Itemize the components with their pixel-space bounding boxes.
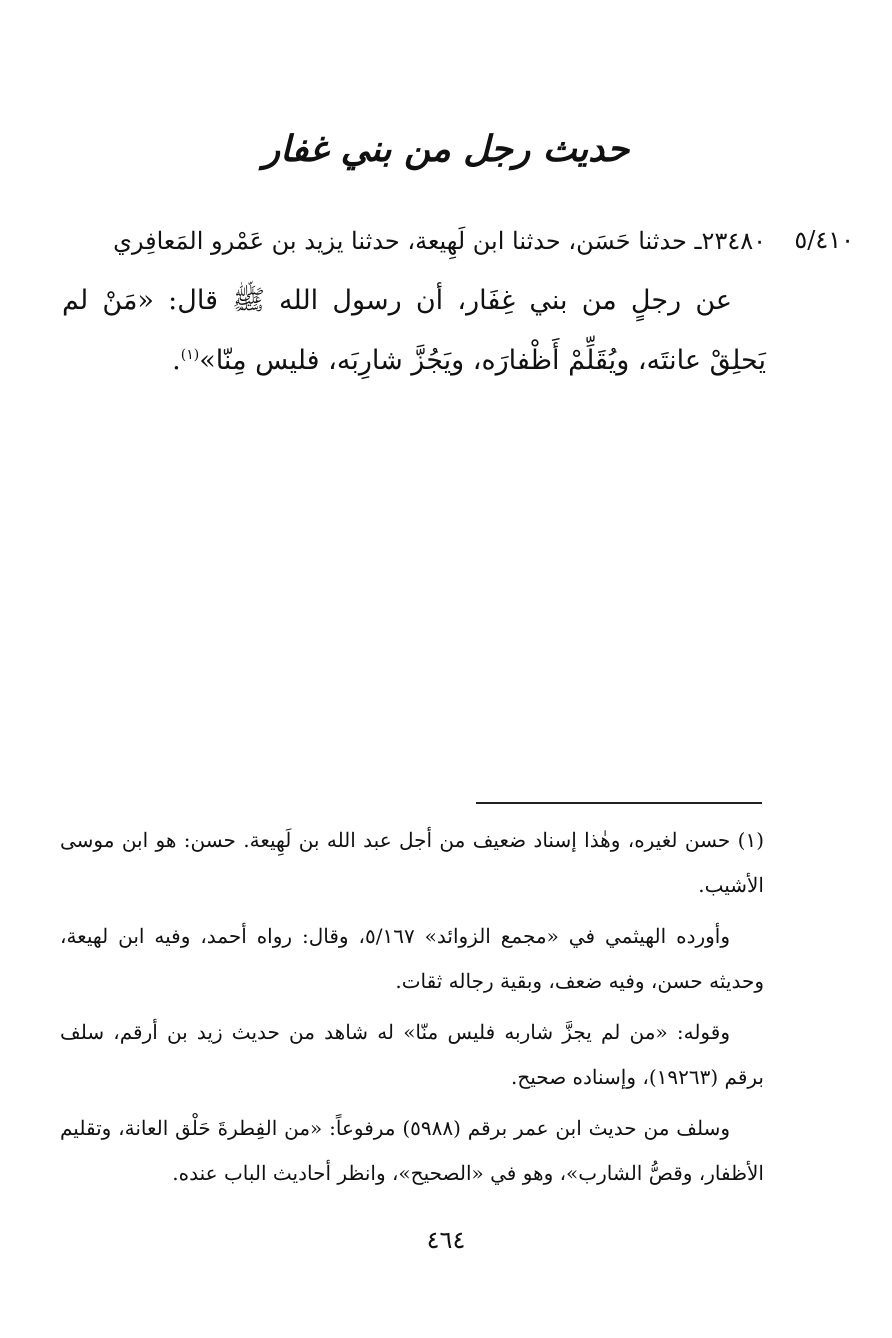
page-number: ٤٦٤ xyxy=(426,1226,466,1254)
footnote-paragraph: وأورده الهيثمي في «مجمع الزوائد» ٥/١٦٧، وقال: رواه أحمد، وفيه ابن لهيعة، وحديثه حسن، وفيه ضعف، وبقية رجاله ثقات. xyxy=(60,924,764,993)
footnotes xyxy=(60,818,764,1202)
matn-end: . xyxy=(172,345,181,376)
footnote-paragraph: وسلف من حديث ابن عمر برقم (٥٩٨٨) مرفوعاً: «من الفِطرةَ حَلْق العانة، وتقليم الأظفار، وقصُّ الشارب»، وهو في «الصحيح»، وانظر أحاديث الباب عنده. xyxy=(60,1116,764,1185)
isnad-text: ـ حدثنا حَسَن، حدثنا ابن لَهِيعة، حدثنا يزيد بن عَمْرو المَعافِري xyxy=(113,227,702,255)
chapter-title: حديث رجل من بني غفار xyxy=(262,128,630,170)
hadith-isnad xyxy=(62,218,766,264)
hadith-number: ٢٣٤٨٠ xyxy=(701,227,766,255)
footnote-paragraph: وقوله: «من لم يجزَّ شاربه فليس منّا» له شاهد من حديث زيد بن أرقم، سلف برقم (١٩٢٦٣)، وإسناده صحيح. xyxy=(60,1020,764,1089)
matn-text: عن رجلٍ من بني غِفَار، أن رسول الله ﷺ قال: «مَنْ لم يَحلِقْ عانتَه، ويُقَلِّمْ أَظْفارَه، ويَجُزَّ شارِبَه، فليس مِنّا» xyxy=(62,285,766,376)
hadith-text xyxy=(62,218,766,388)
footnote-paragraph: (١) حسن لغيره، وهٰذا إسناد ضعيف من أجل عبد الله بن لَهِيعة. حسن: هو ابن موسى الأشيب. xyxy=(60,828,764,897)
footnote-marker[interactable]: (١) xyxy=(180,347,200,363)
hadith-matn xyxy=(62,274,766,388)
footnote-separator xyxy=(476,802,762,804)
margin-reference: ٥/٤١٠ xyxy=(794,226,854,254)
